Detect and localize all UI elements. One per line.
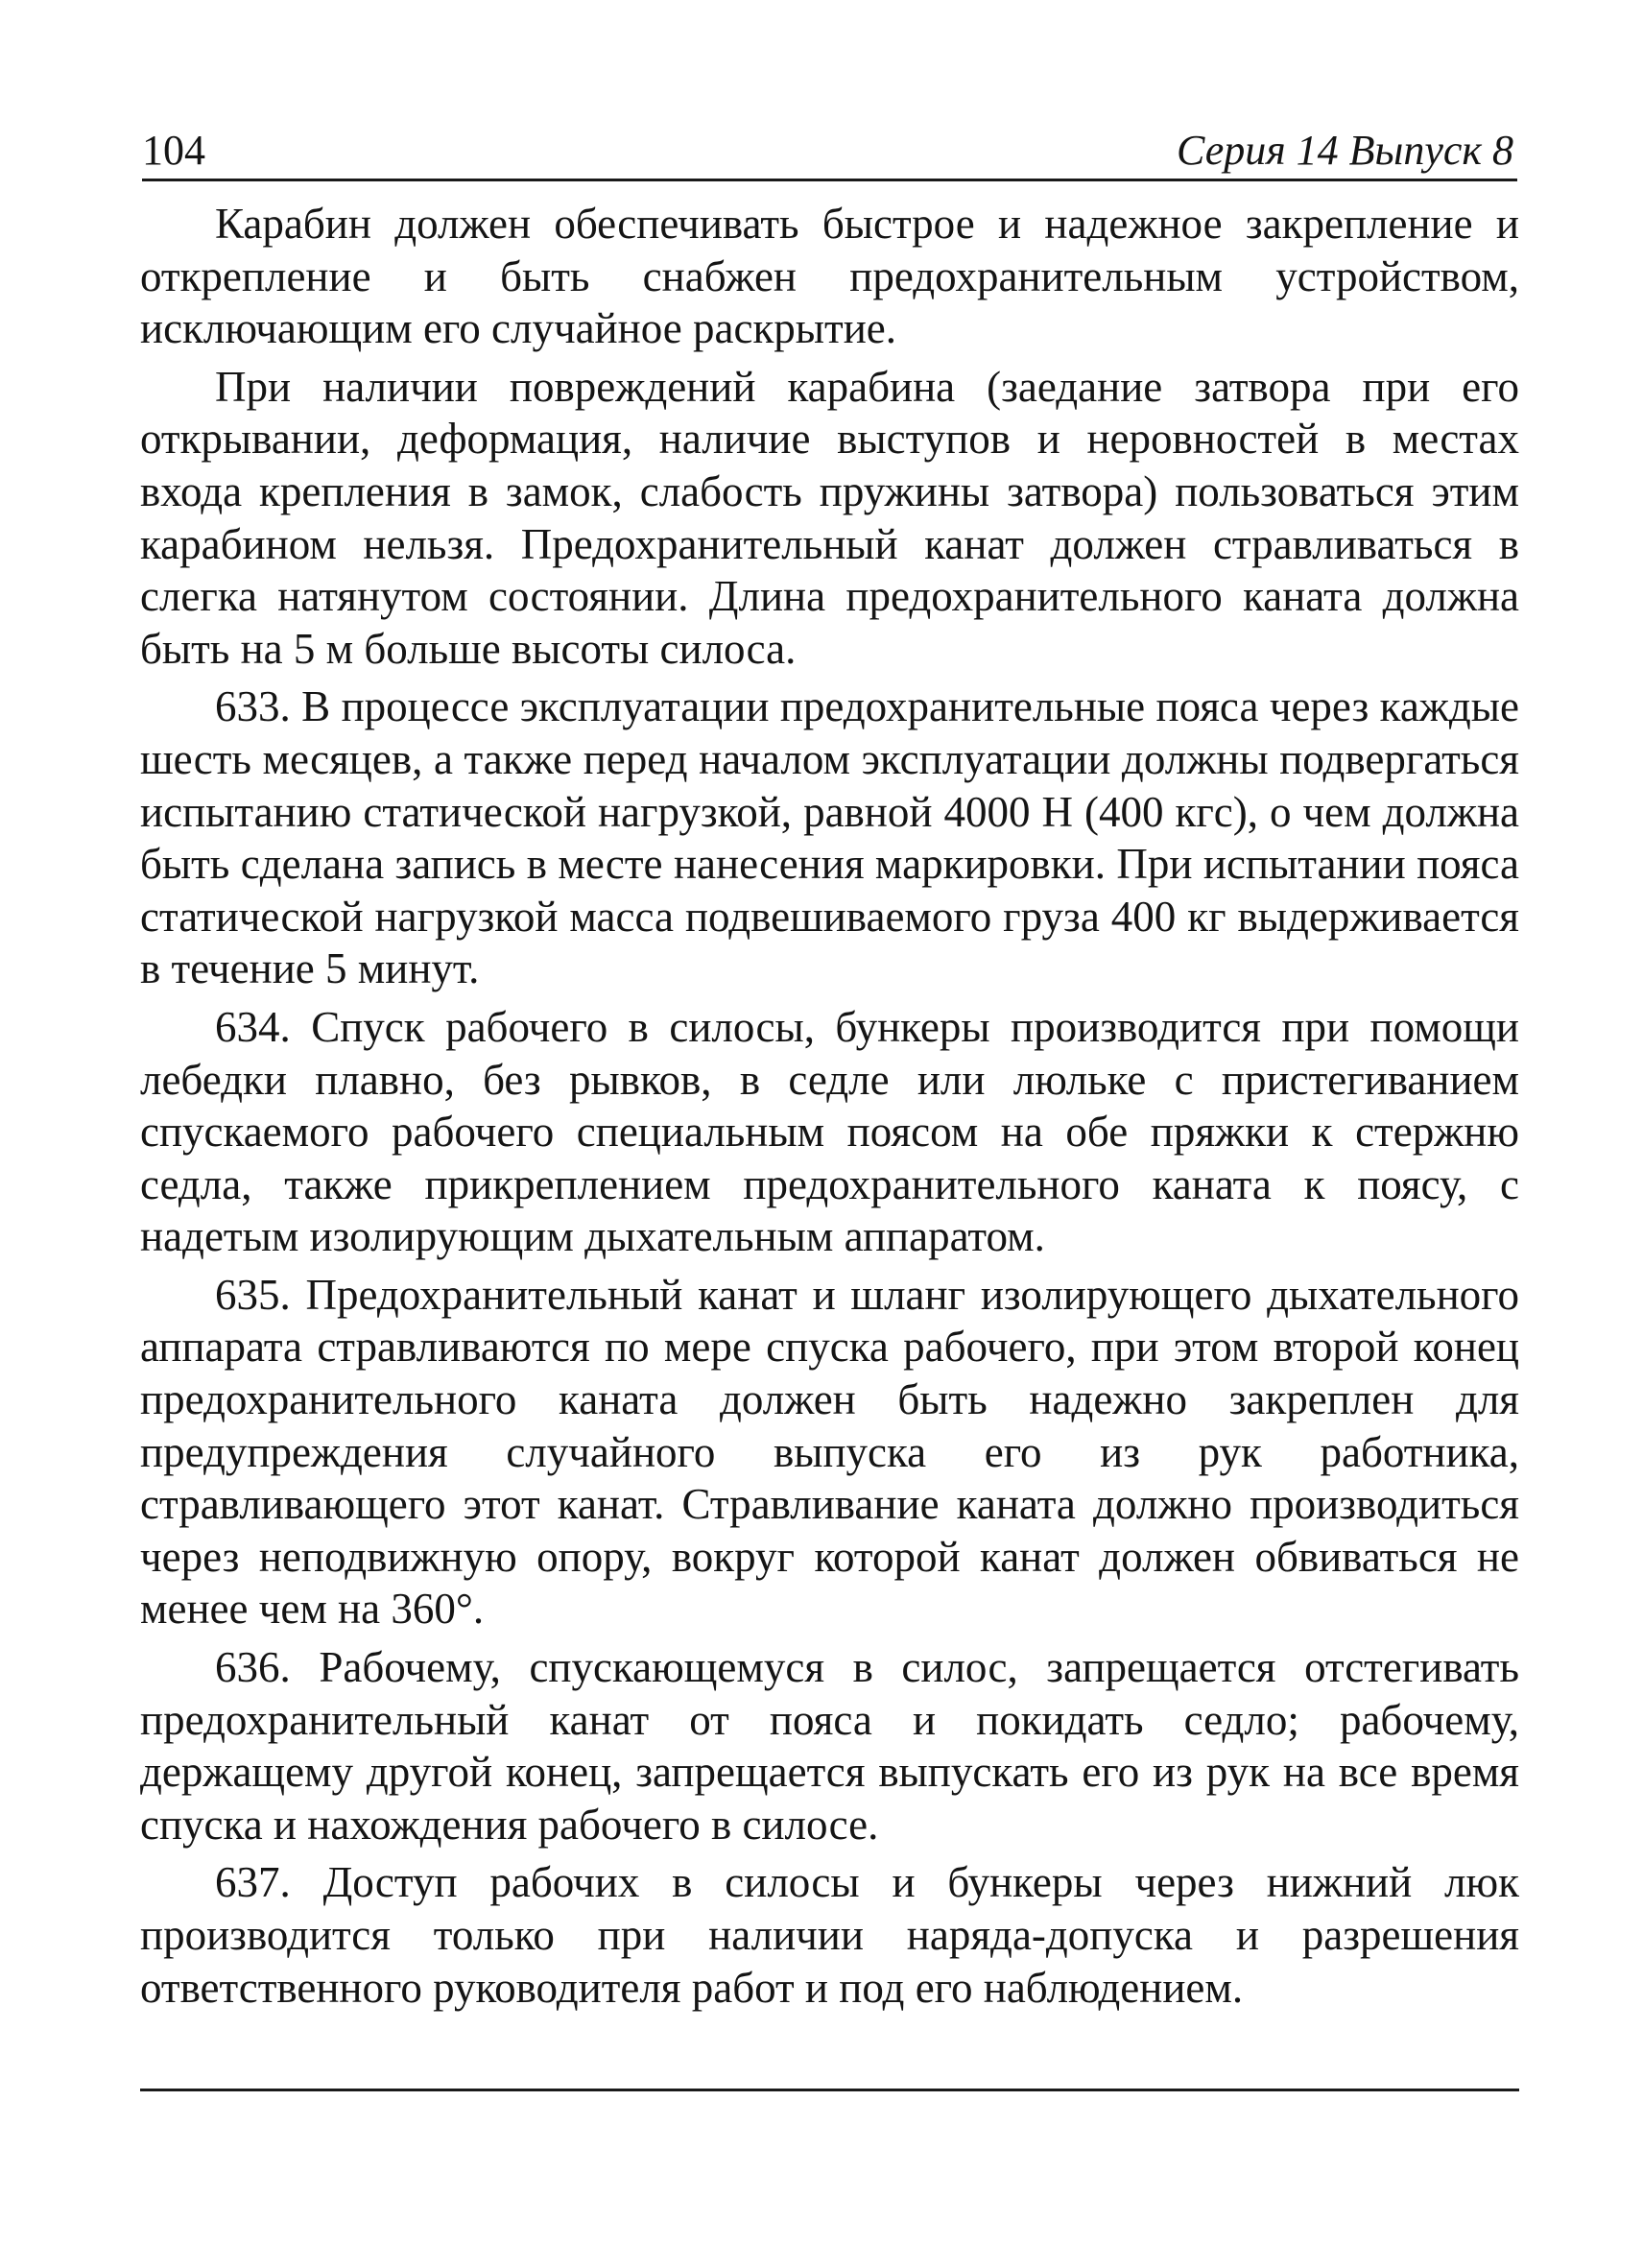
paragraph-637: 637. Доступ рабочих в силосы и бункеры через нижний люк производится только при наличии наряда-допуска и разрешения ответственного руководителя работ и под его наблюдением. [140, 1858, 1519, 2012]
paragraph-carabiner: Карабин должен обеспечивать быстрое и надежное закрепление и открепление и быть снабжен предохранительным устройством, исключающим его случайное раскрытие. [140, 200, 1519, 353]
paragraph-634: 634. Спуск рабочего в силосы, бункеры производится при помощи лебедки плавно, без рывков, в седле или люльке с пристегиванием спускаемого рабочего специальным поясом на обе пряжки к стержню седла, также прикреплением предохранительного каната к поясу, с надетым изолирующим дыхательным аппаратом. [140, 1002, 1519, 1261]
paragraph-635: 635. Предохранительный канат и шланг изолирующего дыхательного аппарата стравливаются по мере спуска рабочего, при этом второй конец предохранительного каната должен быть надежно закреплен для предупреждения случайного выпуска его из рук работника, стравливающего этот канат. Стравливание каната должно производиться через неподвижную опору, вокруг которой канат должен обвиваться не менее чем на 360°. [140, 1270, 1519, 1634]
page-number: 104 [142, 127, 205, 174]
paragraph-633: 633. В процессе эксплуатации предохранительные пояса через каждые шесть месяцев, а также перед началом эксплуатации должны подвергаться испытанию статической нагрузкой, равной 4000 Н (400 кгс), о чем должна быть сделана запись в месте нанесения маркировки. При испытании пояса статической нагрузкой масса подвешиваемого груза 400 кг выдерживается в течение 5 минут. [140, 682, 1519, 993]
paragraph-carabiner-damage: При наличии повреждений карабина (заедание затвора при его открывании, деформация, наличие выступов и неровностей в местах входа крепления в замок, слабость пружины затвора) пользоваться этим карабином нельзя. Предохранительный канат должен стравливаться в слегка натянутом состоянии. Длина предохранительного каната должна быть на 5 м больше высоты силоса. [140, 362, 1519, 673]
running-title: Серия 14 Выпуск 8 [1177, 127, 1513, 174]
body-text [140, 198, 1519, 2019]
paragraph-636: 636. Рабочему, спускающемуся в силос, запрещается отстегивать предохранительный канат от пояса и покидать седло; рабочему, держащему другой конец, запрещается выпускать его из рук на все время спуска и нахождения рабочего в силосе. [140, 1643, 1519, 1849]
page-header [142, 123, 1517, 181]
footer-rule [140, 2089, 1519, 2091]
